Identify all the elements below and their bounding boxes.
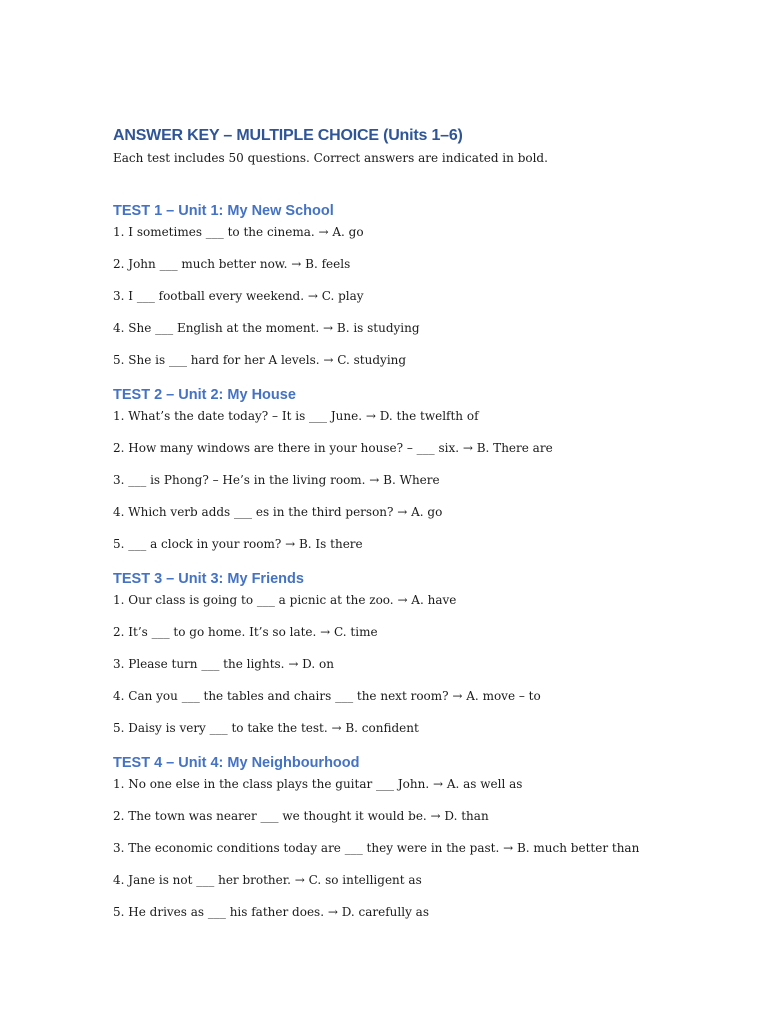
question-item: 4. Can you ___ the tables and chairs ___ the next room? → A. move – to [113, 689, 541, 703]
test-title: TEST 3 – Unit 3: My Friends [113, 571, 304, 587]
question-item: 5. She is ___ hard for her A levels. → C. studying [113, 353, 407, 367]
question-item: 3. The economic conditions today are ___ they were in the past. → B. much better than [113, 841, 640, 855]
question-item: 3. ___ is Phong? – He’s in the living room. → B. Where [113, 473, 440, 487]
test-title: TEST 4 – Unit 4: My Neighbourhood [113, 755, 360, 771]
question-item: 1. What’s the date today? – It is ___ June. → D. the twelfth of [113, 409, 479, 423]
test-section-2 [113, 385, 733, 553]
document-title: ANSWER KEY – MULTIPLE CHOICE (Units 1–6) [113, 127, 463, 144]
question-item: 5. He drives as ___ his father does. → D. carefully as [113, 905, 429, 919]
question-item: 1. No one else in the class plays the guitar ___ John. → A. as well as [113, 777, 523, 791]
question-item: 5. ___ a clock in your room? → B. Is there [113, 537, 363, 551]
document-page [113, 125, 733, 919]
document-intro: Each test includes 50 questions. Correct answers are indicated in bold. [113, 151, 548, 165]
test-section-4 [113, 753, 733, 921]
test-title: TEST 1 – Unit 1: My New School [113, 203, 334, 219]
question-item: 2. John ___ much better now. → B. feels [113, 257, 351, 271]
question-item: 4. She ___ English at the moment. → B. is studying [113, 321, 420, 335]
question-item: 2. It’s ___ to go home. It’s so late. → C. time [113, 625, 378, 639]
test-title: TEST 2 – Unit 2: My House [113, 387, 296, 403]
question-item: 5. Daisy is very ___ to take the test. → B. confident [113, 721, 419, 735]
question-item: 3. I ___ football every weekend. → C. play [113, 289, 364, 303]
question-item: 2. How many windows are there in your house? – ___ six. → B. There are [113, 441, 553, 455]
test-section-3 [113, 569, 733, 737]
question-item: 1. I sometimes ___ to the cinema. → A. go [113, 225, 364, 239]
question-item: 2. The town was nearer ___ we thought it would be. → D. than [113, 809, 489, 823]
question-item: 4. Jane is not ___ her brother. → C. so intelligent as [113, 873, 422, 887]
test-section-1 [113, 201, 733, 369]
question-item: 4. Which verb adds ___ es in the third person? → A. go [113, 505, 443, 519]
question-item: 3. Please turn ___ the lights. → D. on [113, 657, 334, 671]
question-item: 1. Our class is going to ___ a picnic at the zoo. → A. have [113, 593, 457, 607]
